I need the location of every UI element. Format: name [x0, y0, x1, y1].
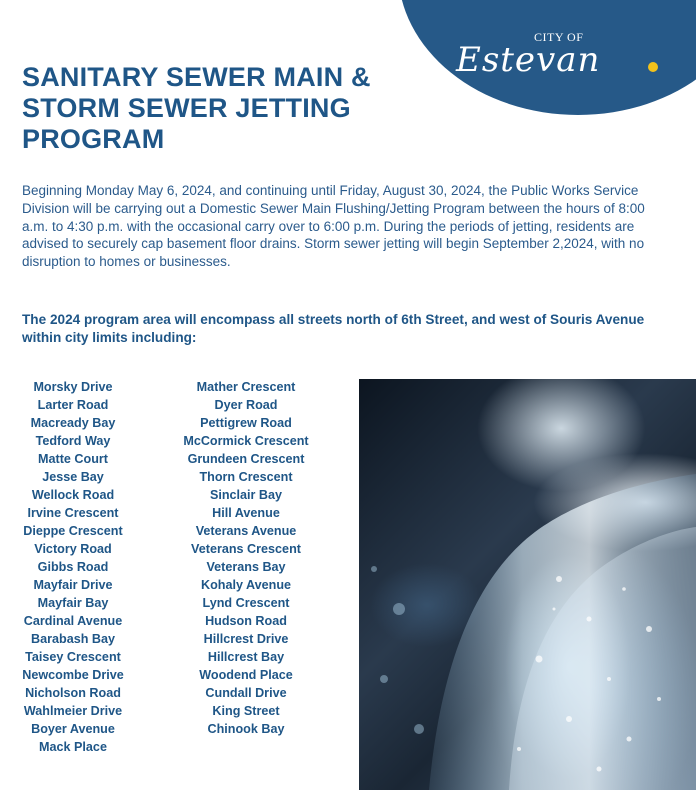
street-name: Pettigrew Road: [200, 416, 292, 430]
street-name: Jesse Bay: [42, 470, 104, 484]
street-name: Hudson Road: [205, 614, 287, 628]
city-of-estevan-logo: [452, 26, 672, 96]
street-name: Mayfair Bay: [37, 596, 109, 610]
program-area-statement: The 2024 program area will encompass all streets north of 6th Street, and west of Souris Avenue within city limits including:: [22, 312, 645, 345]
street-name: Kohaly Avenue: [200, 578, 292, 592]
street-name: Matte Court: [38, 452, 108, 466]
street-name: McCormick Crescent: [183, 434, 309, 448]
street-name: Boyer Avenue: [31, 722, 115, 736]
street-name: Dyer Road: [214, 398, 278, 412]
street-name: Hillcrest Drive: [203, 632, 289, 646]
street-name: Hillcrest Bay: [207, 650, 285, 664]
street-name: Morsky Drive: [33, 380, 113, 394]
street-name: King Street: [212, 704, 280, 718]
street-name: Veterans Crescent: [191, 542, 301, 556]
street-name: Cundall Drive: [205, 686, 287, 700]
street-name: Newcombe Drive: [22, 668, 124, 682]
street-name: Woodend Place: [199, 668, 293, 682]
logo-city-of-text: CITY OF: [534, 30, 584, 44]
street-name: Irvine Crescent: [27, 506, 119, 520]
street-name: Tedford Way: [35, 434, 111, 448]
intro-paragraph: Beginning Monday May 6, 2024, and continuing until Friday, August 30, 2024, the Public Works Service Division will be carrying out a Domestic Sewer Main Flushing/Jetting Program between the hours of 8:00 a.m. to 4:30 p.m. with the occasional carry over to 6:00 p.m. During the periods of jetting, residents are advised to securely cap basement floor drains. Storm sewer jetting will begin September 2,2024, with no disruption to homes or businesses.: [22, 183, 645, 270]
street-name: Veterans Avenue: [195, 524, 297, 538]
water-jet-photo: [359, 379, 696, 790]
street-name: Gibbs Road: [37, 560, 109, 574]
street-name: Wahlmeier Drive: [23, 704, 123, 718]
street-name: Veterans Bay: [206, 560, 286, 574]
street-name: Mack Place: [39, 740, 107, 754]
street-name: Sinclair Bay: [209, 488, 283, 502]
logo-dot-icon: [648, 62, 658, 72]
page-title: SANITARY SEWER MAIN & STORM SEWER JETTING PROGRAM: [22, 62, 371, 154]
street-name: Nicholson Road: [25, 686, 121, 700]
logo-estevan-script: Estevan: [456, 40, 601, 80]
water-jet-illustration: [359, 379, 696, 790]
street-name: Wellock Road: [31, 488, 115, 502]
street-name: Victory Road: [34, 542, 112, 556]
street-name: Taisey Crescent: [25, 650, 121, 664]
street-name: Thorn Crescent: [199, 470, 293, 484]
street-list-column-2: [168, 378, 324, 738]
street-name: Mayfair Drive: [33, 578, 113, 592]
street-name: Chinook Bay: [207, 722, 285, 736]
street-name: Barabash Bay: [31, 632, 115, 646]
street-name: Mather Crescent: [196, 380, 296, 394]
street-name: Hill Avenue: [212, 506, 280, 520]
street-name: Lynd Crescent: [202, 596, 290, 610]
street-name: Macready Bay: [30, 416, 116, 430]
street-list-column-1: [4, 378, 142, 756]
street-name: Grundeen Crescent: [187, 452, 305, 466]
street-name: Cardinal Avenue: [23, 614, 123, 628]
street-name: Dieppe Crescent: [23, 524, 123, 538]
street-name: Larter Road: [37, 398, 109, 412]
